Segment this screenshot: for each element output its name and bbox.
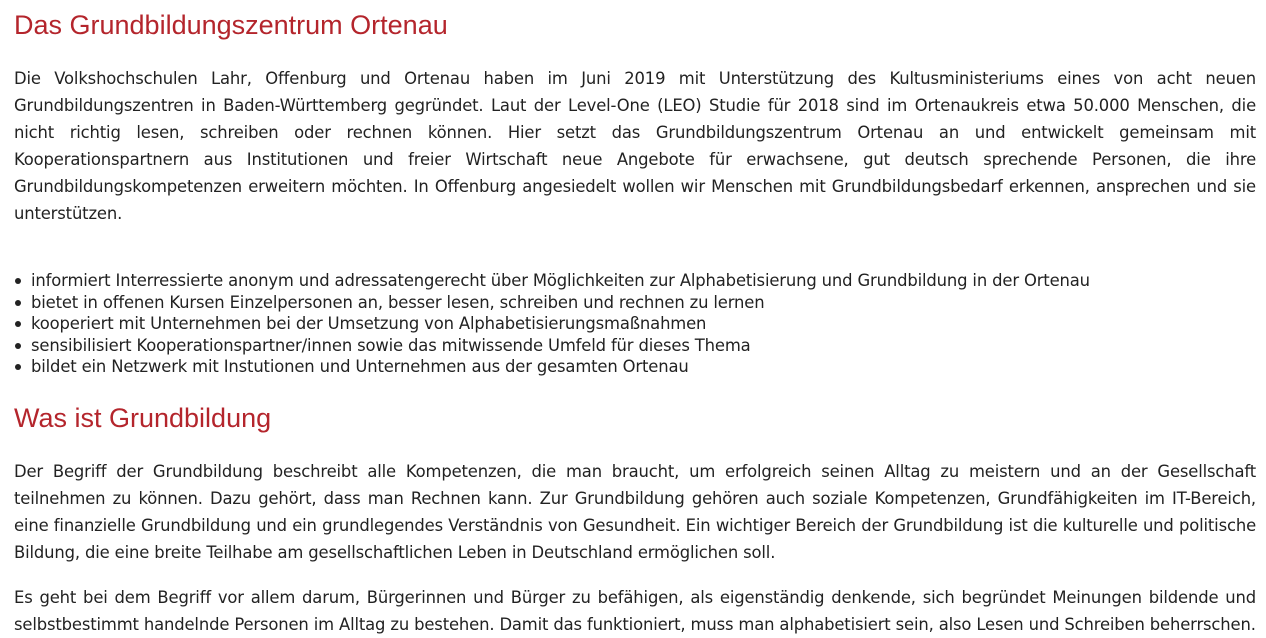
list-item	[14, 335, 1256, 357]
list-item-text: informiert Interressierte anonym und adressatengerecht über Möglichkeiten zur Alphabetisierung und Grundbildung in der Ortenau	[31, 271, 1090, 290]
list-item-text: kooperiert mit Unternehmen bei der Umsetzung von Alphabetisierungsmaßnahmen	[31, 314, 707, 333]
bullet-icon	[15, 278, 21, 284]
intro-paragraph: Die Volkshochschulen Lahr, Offenburg und Ortenau haben im Juni 2019 mit Unterstützung des Kultusministeriums eines von acht neuen Grundbildungszentren in Baden-Württemberg gegründet. Laut der Level-One (LEO) Studie für 2018 sind im Ortenaukreis etwa 50.000 Menschen, die nicht richtig lesen, schreiben oder rechnen können. Hier setzt das Grundbildungszentrum Ortenau an und entwickelt gemeinsam mit Kooperationspartnern aus Institutionen und freier Wirtschaft neue Angebote für erwachsene, gut deutsch sprechende Personen, die ihre Grundbildungskompetenzen erweitern möchten. In Offenburg angesiedelt wollen wir Menschen mit Grundbildungsbedarf erkennen, ansprechen und sie unterstützen.	[14, 69, 1256, 223]
list-item	[14, 292, 1256, 314]
list-item	[14, 270, 1256, 292]
bullet-icon	[15, 364, 21, 370]
section-heading-was-ist-grundbildung: Was ist Grundbildung	[14, 402, 272, 433]
list-item-text: sensibilisiert Kooperationspartner/innen sowie das mitwissende Umfeld für dieses Thema	[31, 335, 751, 355]
list-item	[14, 356, 1256, 378]
definition-paragraph: Der Begriff der Grundbildung beschreibt alle Kompetenzen, die man braucht, um erfolgreich seinen Alltag zu meistern und an der Gesellschaft teilnehmen zu können. Dazu gehört, dass man Rechnen kann. Zur Grundbildung gehören auch soziale Kompetenzen, Grundfähigkeiten im IT-Bereich, eine finanzielle Grundbildung und ein grundlegendes Verständnis von Gesundheit. Ein wichtiger Bereich der Grundbildung ist die kulturelle und politische Bildung, die eine breite Teilhabe am gesellschaftlichen Leben in Deutschland ermöglichen soll.	[14, 461, 1256, 562]
list-item-text: bietet in offenen Kursen Einzelpersonen an, besser lesen, schreiben und rechnen zu lernen	[31, 292, 765, 312]
bullet-icon	[15, 300, 21, 306]
section-grundbildungszentrum	[14, 0, 1256, 378]
list-item	[14, 313, 1256, 335]
section-was-ist-grundbildung	[14, 402, 1256, 638]
bullet-icon	[15, 321, 21, 327]
list-item-text: bildet ein Netzwerk mit Instutionen und Unternehmen aus der gesamten Ortenau	[31, 357, 689, 376]
services-list	[14, 270, 1256, 378]
bullet-icon	[15, 343, 21, 349]
section-heading-grundbildungszentrum: Das Grundbildungszentrum Ortenau	[14, 10, 448, 40]
purpose-paragraph: Es geht bei dem Begriff vor allem darum, Bürgerinnen und Bürger zu befähigen, als eigenständig denkende, sich begründet Meinungen bildende und selbstbestimmt handelnde Personen im Alltag zu bestehen. Damit das funktioniert, muss man alphabetisiert sein, also Lesen und Schreiben beherrschen.	[14, 587, 1256, 634]
